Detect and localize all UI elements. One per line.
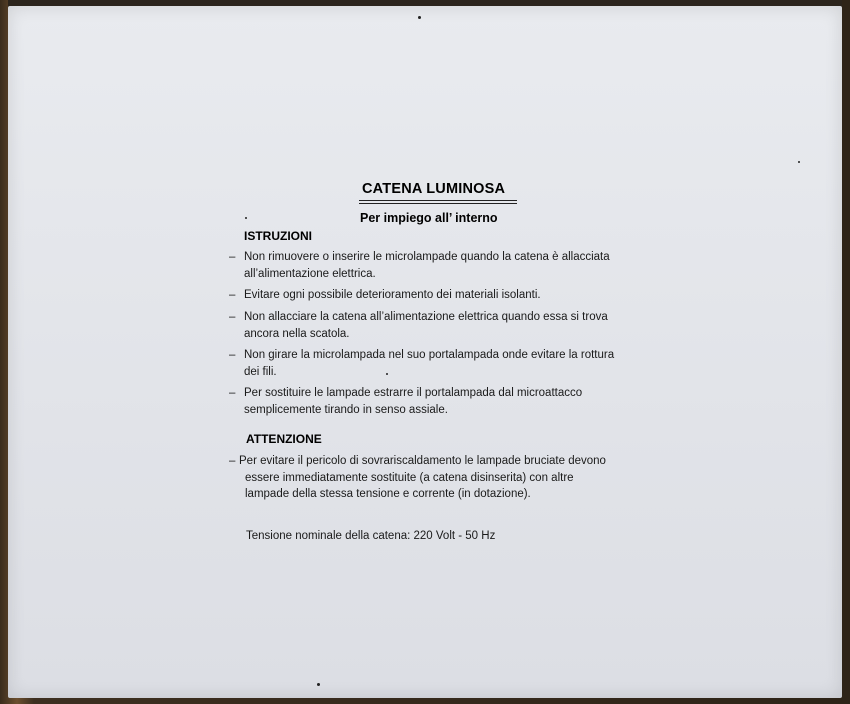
warning-line: essere immediatamente sostituite (a catena disinserita) con altre (245, 471, 574, 484)
voltage-note: Tensione nominale della catena: 220 Volt - 50 Hz (246, 530, 496, 542)
title-underline (359, 200, 517, 201)
instruction-line: Per sostituire le lampade estrarre il portalampada dal microattacco (244, 387, 583, 399)
warning-heading: ATTENZIONE (246, 432, 322, 446)
title-underline-second (359, 203, 517, 204)
dust-speck (386, 373, 388, 375)
instruction-line: all’alimentazione elettrica. (244, 267, 376, 280)
dash-bullet: – (229, 387, 236, 399)
instruction-line: Evitare ogni possibile deterioramento dei materiali isolanti. (244, 289, 541, 301)
dust-speck (798, 161, 800, 163)
instruction-line: semplicemente tirando in senso assiale. (244, 403, 448, 416)
instruction-line: Non girare la microlampada nel suo portalampada onde evitare la rottura (244, 349, 615, 361)
document-subtitle: Per impiego all’ interno (360, 211, 498, 225)
warning-line: Per evitare il pericolo di sovrariscaldamento le lampade bruciate devono (239, 455, 606, 467)
instruction-line: Non rimuovere o inserire le microlampade quando la catena è allacciata (244, 251, 610, 263)
dust-speck (317, 683, 320, 686)
instructions-heading: ISTRUZIONI (244, 229, 312, 243)
dash-bullet: – (229, 289, 236, 301)
instruction-line: dei fili. (244, 365, 277, 378)
warning-line: lampade della stessa tensione e corrente (in dotazione). (245, 488, 531, 500)
dash-bullet: – (229, 311, 236, 323)
dash-bullet: – (229, 455, 236, 467)
dash-bullet: – (229, 349, 236, 361)
dust-speck (245, 217, 247, 219)
instruction-line: ancora nella scatola. (244, 327, 350, 340)
dust-speck (418, 16, 421, 19)
document-title: CATENA LUMINOSA (362, 181, 506, 197)
instruction-line: Non allacciare la catena all’alimentazione elettrica quando essa si trova (244, 311, 608, 323)
dash-bullet: – (229, 251, 236, 263)
